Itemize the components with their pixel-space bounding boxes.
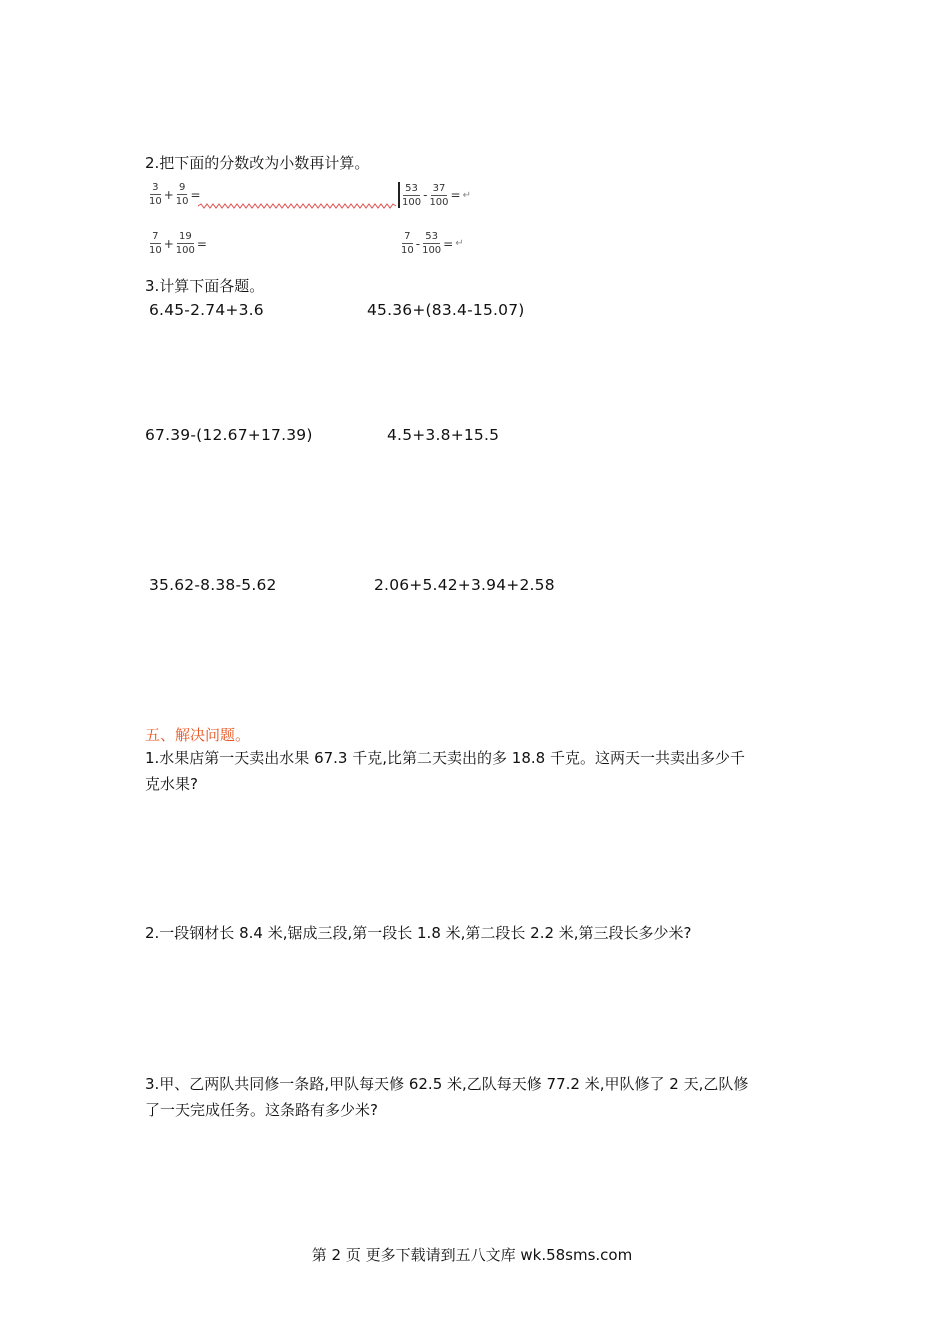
fraction-expression-2: $\frac{53}{100}$ - $\frac{37}{100}$ = ↵ — [398, 182, 471, 208]
calc-expression: 67.39-(12.67+17.39) — [145, 426, 313, 444]
question-2-heading: 2.把下面的分数改为小数再计算。 — [145, 154, 370, 172]
problem-line: 了一天完成任务。这条路有多少米? — [145, 1101, 378, 1119]
calc-expression: 6.45-2.74+3.6 — [149, 301, 264, 319]
problem-line: 克水果? — [145, 775, 198, 793]
fraction-expression-3: $\frac{7}{10}$ + $\frac{19}{100}$ = — [149, 231, 207, 256]
calc-expression: 35.62-8.38-5.62 — [149, 576, 277, 594]
fraction: $\frac{53}{100}$ — [422, 231, 442, 256]
question-3-heading: 3.计算下面各题。 — [145, 277, 265, 295]
fraction: $\frac{53}{100}$ — [402, 182, 422, 208]
problem-line: 3.甲、乙两队共同修一条路,甲队每天修 62.5 米,乙队每天修 77.2 米,甲队修了 2 天,乙队修 — [145, 1075, 749, 1093]
calc-expression: 45.36+(83.4-15.07) — [367, 301, 525, 319]
text-cursor — [398, 182, 400, 208]
fraction-expression-1: $\frac{3}{10}$ + $\frac{9}{10}$ = — [149, 182, 201, 207]
spellcheck-underline — [198, 203, 398, 209]
word-problem-1 — [145, 745, 745, 797]
fraction: $\frac{37}{100}$ — [429, 182, 449, 208]
problem-line: 1.水果店第一天卖出水果 67.3 千克,比第二天卖出的多 18.8 千克。这两天一共卖出多少千 — [145, 749, 745, 767]
paragraph-mark-icon: ↵ — [455, 238, 464, 249]
section-title: 五、解决问题。 — [145, 726, 251, 744]
fraction: $\frac{7}{10}$ — [401, 231, 414, 256]
page-footer: 第 2 页 更多下载请到五八文库 wk.58sms.com — [311, 1246, 633, 1264]
fraction-expression-4: $\frac{7}{10}$ - $\frac{53}{100}$ = ↵ — [401, 231, 464, 256]
fraction: $\frac{7}{10}$ — [149, 231, 162, 256]
word-problem-3 — [145, 1071, 748, 1123]
paragraph-mark-icon: ↵ — [462, 189, 471, 201]
fraction: $\frac{9}{10}$ — [175, 182, 189, 207]
calc-expression: 4.5+3.8+15.5 — [387, 426, 500, 444]
calc-expression: 2.06+5.42+3.94+2.58 — [374, 576, 555, 594]
fraction: $\frac{3}{10}$ — [149, 182, 162, 207]
word-problem-2 — [145, 920, 692, 946]
fraction: $\frac{19}{100}$ — [175, 231, 195, 256]
problem-line: 2.一段钢材长 8.4 米,锯成三段,第一段长 1.8 米,第二段长 2.2 米,第三段长多少米? — [145, 924, 692, 942]
